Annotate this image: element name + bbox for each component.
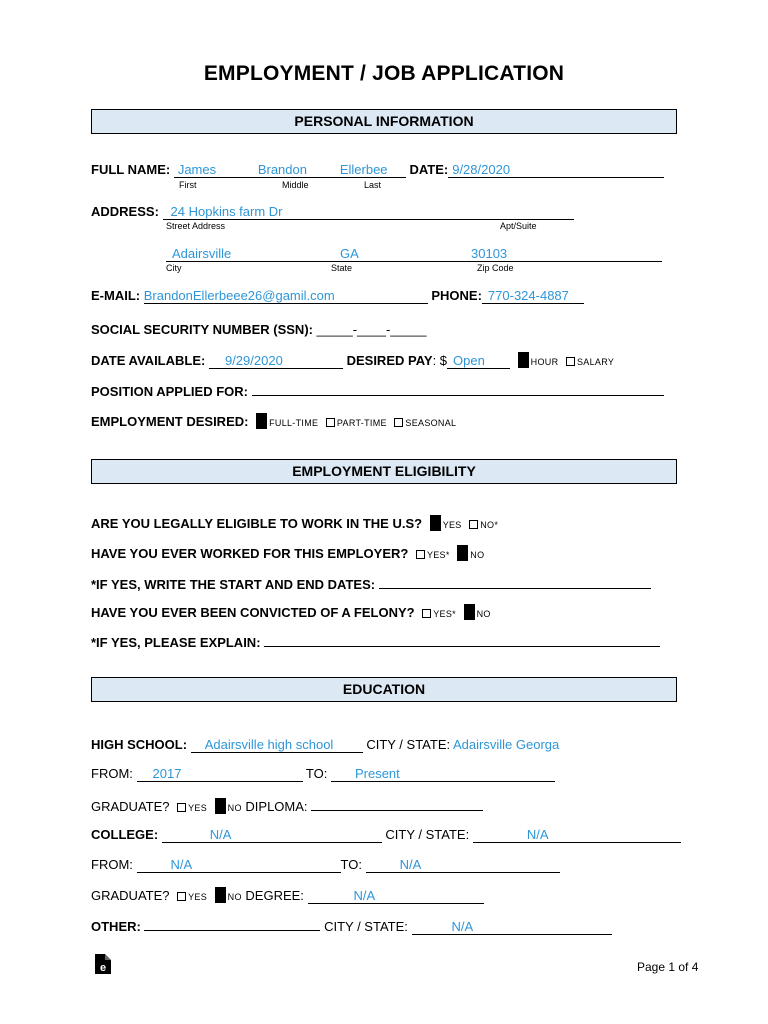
eligible-row — [91, 515, 498, 533]
date-available-field[interactable]: 9/29/2020 — [209, 354, 343, 369]
city-caption: City — [166, 263, 182, 273]
other-row — [91, 917, 612, 935]
college-city-state-label: CITY / STATE: — [385, 827, 470, 842]
felony-no-checkbox[interactable] — [464, 604, 475, 620]
college-to-field[interactable]: N/A — [366, 858, 560, 873]
zip-caption: Zip Code — [477, 263, 514, 273]
hs-from-field[interactable]: 2017 — [137, 767, 303, 782]
degree-field[interactable]: N/A — [308, 889, 484, 904]
phone-field[interactable]: 770-324-4887 — [482, 289, 584, 304]
last-caption: Last — [364, 180, 382, 190]
position-field[interactable] — [252, 382, 664, 396]
position-row — [91, 382, 664, 400]
state-caption: State — [331, 263, 353, 273]
college-to-label: TO: — [340, 857, 362, 872]
other-city-state-label: CITY / STATE: — [324, 919, 408, 934]
college-row — [91, 827, 681, 843]
felony-explain-field[interactable] — [264, 633, 660, 647]
college-graduate-no-label: NO — [227, 892, 242, 902]
part-time-label: PART-TIME — [336, 418, 387, 428]
email-label: E-MAIL: — [91, 288, 141, 303]
worked-before-question: HAVE YOU EVER WORKED FOR THIS EMPLOYER? — [91, 546, 409, 561]
hs-graduate-yes-checkbox[interactable] — [177, 803, 186, 812]
date-available-row — [91, 352, 614, 370]
felony-explain-label: *IF YES, PLEASE EXPLAIN: — [91, 635, 261, 650]
section-personal-information: PERSONAL INFORMATION — [91, 109, 677, 134]
other-city-state-field[interactable]: N/A — [412, 920, 612, 935]
ssn-field[interactable]: _____-____-_____ — [316, 322, 427, 337]
hs-city-state-field[interactable]: Adairsville Georga — [453, 737, 560, 752]
college-graduate-row — [91, 887, 484, 905]
hs-graduate-yes-label: YES — [188, 803, 208, 813]
zip-field[interactable]: 30103 — [471, 247, 662, 262]
employment-desired-row — [91, 413, 456, 431]
felony-explain-row — [91, 633, 660, 651]
position-label: POSITION APPLIED FOR: — [91, 384, 248, 399]
salary-label: SALARY — [577, 357, 615, 367]
start-end-dates-field[interactable] — [379, 575, 651, 589]
start-end-dates-row — [91, 575, 651, 593]
state-field[interactable]: GA — [340, 247, 471, 262]
part-time-checkbox[interactable] — [326, 418, 335, 427]
eligible-yes-checkbox[interactable] — [430, 515, 441, 531]
full-name-row — [91, 162, 664, 178]
degree-label: DEGREE: — [245, 888, 304, 903]
employment-desired-label: EMPLOYMENT DESIRED: — [91, 414, 249, 429]
page-number: Page 1 of 4 — [637, 960, 699, 974]
college-field[interactable]: N/A — [162, 828, 382, 843]
desired-pay-label: DESIRED PAY — [346, 353, 433, 368]
eligible-question: ARE YOU LEGALLY ELIGIBLE TO WORK IN THE U.S? — [91, 516, 423, 531]
street-address-caption: Street Address — [166, 221, 226, 231]
college-graduate-yes-label: YES — [188, 892, 208, 902]
hour-checkbox[interactable] — [518, 352, 529, 368]
hour-label: HOUR — [530, 357, 559, 367]
address-label: ADDRESS: — [91, 204, 159, 219]
felony-yes-label: YES* — [433, 609, 456, 619]
first-caption: First — [179, 180, 197, 190]
high-school-row — [91, 737, 559, 753]
high-school-label: HIGH SCHOOL: — [91, 737, 188, 752]
hs-graduate-no-label: NO — [227, 803, 242, 813]
diploma-field[interactable] — [311, 797, 483, 811]
street-address-field[interactable]: 24 Hopkins farm Dr — [163, 205, 574, 220]
apt-suite-caption: Apt/Suite — [500, 221, 537, 231]
seasonal-checkbox[interactable] — [394, 418, 403, 427]
felony-question: HAVE YOU EVER BEEN CONVICTED OF A FELONY? — [91, 605, 415, 620]
seasonal-label: SEASONAL — [405, 418, 457, 428]
hs-graduate-row — [91, 797, 483, 816]
svg-text:e: e — [99, 962, 107, 974]
worked-before-no-label: NO — [470, 550, 485, 560]
worked-before-row — [91, 545, 484, 563]
college-from-label: FROM: — [91, 857, 133, 872]
email-phone-row — [91, 288, 584, 304]
other-field[interactable] — [144, 917, 320, 931]
college-from-to-row — [91, 857, 560, 873]
hs-from-label: FROM: — [91, 766, 133, 781]
city-state-zip-row — [166, 246, 662, 262]
full-time-checkbox[interactable] — [256, 413, 267, 429]
date-field[interactable]: 9/28/2020 — [448, 163, 664, 178]
college-graduate-yes-checkbox[interactable] — [177, 892, 186, 901]
worked-before-yes-label: YES* — [426, 550, 450, 560]
full-time-label: FULL-TIME — [269, 418, 319, 428]
salary-checkbox[interactable] — [566, 357, 575, 366]
worked-before-no-checkbox[interactable] — [457, 545, 468, 561]
first-name-field[interactable]: James — [174, 163, 258, 178]
other-label: OTHER: — [91, 919, 141, 934]
college-from-field[interactable]: N/A — [137, 858, 341, 873]
phone-label: PHONE: — [431, 288, 482, 303]
city-field[interactable]: Adairsville — [166, 247, 340, 262]
felony-row — [91, 604, 491, 622]
ssn-label: SOCIAL SECURITY NUMBER (SSN): — [91, 322, 313, 337]
last-name-field[interactable]: Ellerbee — [340, 163, 406, 178]
college-label: COLLEGE: — [91, 827, 159, 842]
eligible-no-label: NO* — [480, 520, 499, 530]
high-school-field[interactable]: Adairsville high school — [191, 738, 363, 753]
ssn-row — [91, 322, 427, 338]
hs-city-state-label: CITY / STATE: — [366, 737, 451, 752]
college-city-state-field[interactable]: N/A — [473, 828, 681, 843]
hs-graduate-no-checkbox[interactable] — [215, 798, 226, 814]
address-row — [91, 204, 574, 220]
section-employment-eligibility: EMPLOYMENT ELIGIBILITY — [91, 459, 677, 484]
college-graduate-no-checkbox[interactable] — [215, 887, 226, 903]
email-field[interactable]: BrandonEllerbeee26@gamil.com — [144, 289, 428, 304]
hs-to-field[interactable]: Present — [331, 767, 555, 782]
section-education: EDUCATION — [91, 677, 677, 702]
full-name-label: FULL NAME: — [91, 162, 171, 177]
hs-to-label: TO: — [305, 766, 328, 781]
eligible-yes-label: YES — [442, 520, 462, 530]
hs-from-to-row — [91, 766, 555, 782]
page-title: EMPLOYMENT / JOB APPLICATION — [203, 62, 565, 85]
eforms-logo-icon — [93, 952, 113, 976]
worked-before-yes-checkbox[interactable] — [416, 550, 425, 559]
desired-pay-field[interactable]: Open — [447, 354, 510, 369]
date-available-label: DATE AVAILABLE: — [91, 353, 206, 368]
start-end-dates-label: *IF YES, WRITE THE START AND END DATES: — [91, 577, 376, 592]
college-graduate-label: GRADUATE? — [91, 888, 170, 903]
middle-caption: Middle — [282, 180, 309, 190]
felony-yes-checkbox[interactable] — [422, 609, 431, 618]
diploma-label: DIPLOMA: — [245, 799, 308, 814]
middle-name-field[interactable]: Brandon — [258, 163, 340, 178]
felony-no-label: NO — [476, 609, 491, 619]
desired-pay-prefix: : $ — [432, 353, 448, 368]
hs-graduate-label: GRADUATE? — [91, 799, 170, 814]
date-label: DATE: — [409, 162, 449, 177]
eligible-no-checkbox[interactable] — [469, 520, 478, 529]
